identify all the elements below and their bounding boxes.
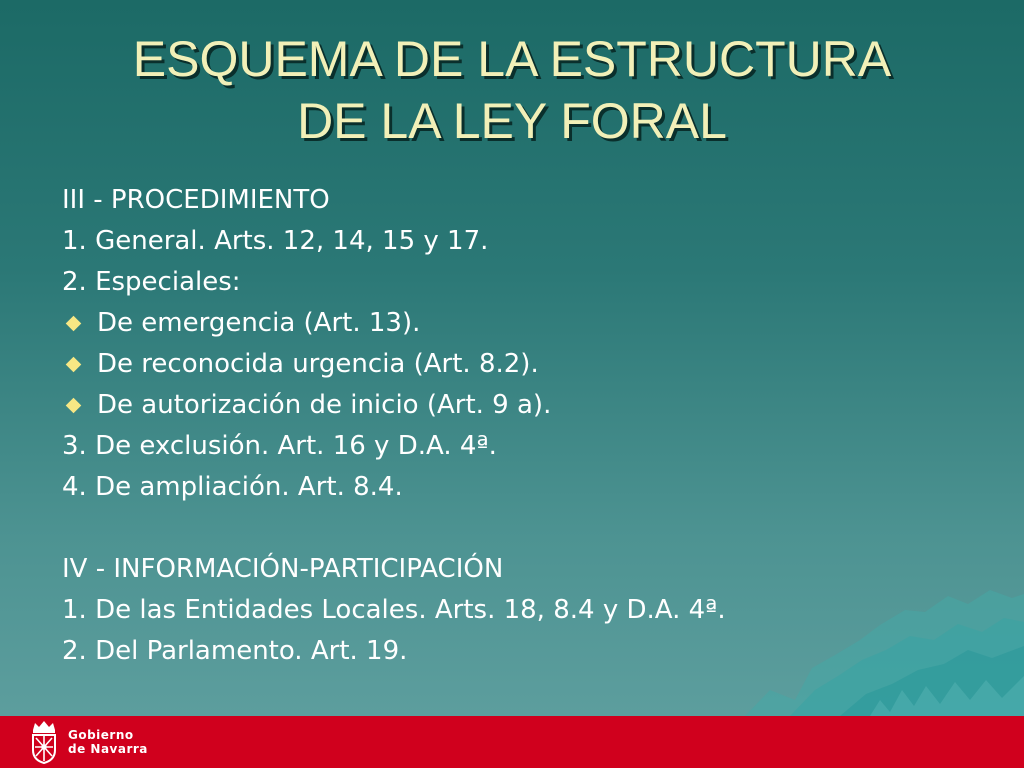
logo-text-line-2: de Navarra	[68, 742, 148, 756]
navarra-coat-of-arms-icon	[30, 720, 58, 764]
bullet-item	[62, 385, 1002, 426]
footer-bar	[0, 716, 1024, 768]
diamond-bullet-icon	[66, 316, 82, 332]
slide-content	[62, 180, 1002, 672]
list-item: 2. Del Parlamento. Art. 19.	[62, 636, 408, 666]
list-item: 1. De las Entidades Locales. Arts. 18, 8.4 y D.A. 4ª.	[62, 595, 726, 625]
list-item: 2. Especiales:	[62, 267, 241, 297]
section-heading-procedimiento: III - PROCEDIMIENTO	[62, 185, 330, 215]
slide-title	[40, 28, 984, 152]
diamond-bullet-icon	[66, 357, 82, 373]
bullet-text: De autorización de inicio (Art. 9 a).	[97, 390, 552, 420]
title-line-2: DE LA LEY FORAL	[297, 93, 727, 149]
list-item: 1. General. Arts. 12, 14, 15 y 17.	[62, 226, 489, 256]
logo-text	[68, 728, 148, 756]
bullet-item	[62, 344, 1002, 385]
title-line-1: ESQUEMA DE LA ESTRUCTURA	[132, 31, 892, 87]
diamond-bullet-icon	[66, 398, 82, 414]
section-heading-informacion: IV - INFORMACIÓN-PARTICIPACIÓN	[62, 554, 504, 584]
bullet-item	[62, 303, 1002, 344]
list-item: 4. De ampliación. Art. 8.4.	[62, 472, 403, 502]
spacer	[62, 508, 1002, 549]
bullet-text: De emergencia (Art. 13).	[97, 308, 421, 338]
bullet-text: De reconocida urgencia (Art. 8.2).	[97, 349, 539, 379]
logo-text-line-1: Gobierno	[68, 728, 134, 742]
list-item: 3. De exclusión. Art. 16 y D.A. 4ª.	[62, 431, 497, 461]
